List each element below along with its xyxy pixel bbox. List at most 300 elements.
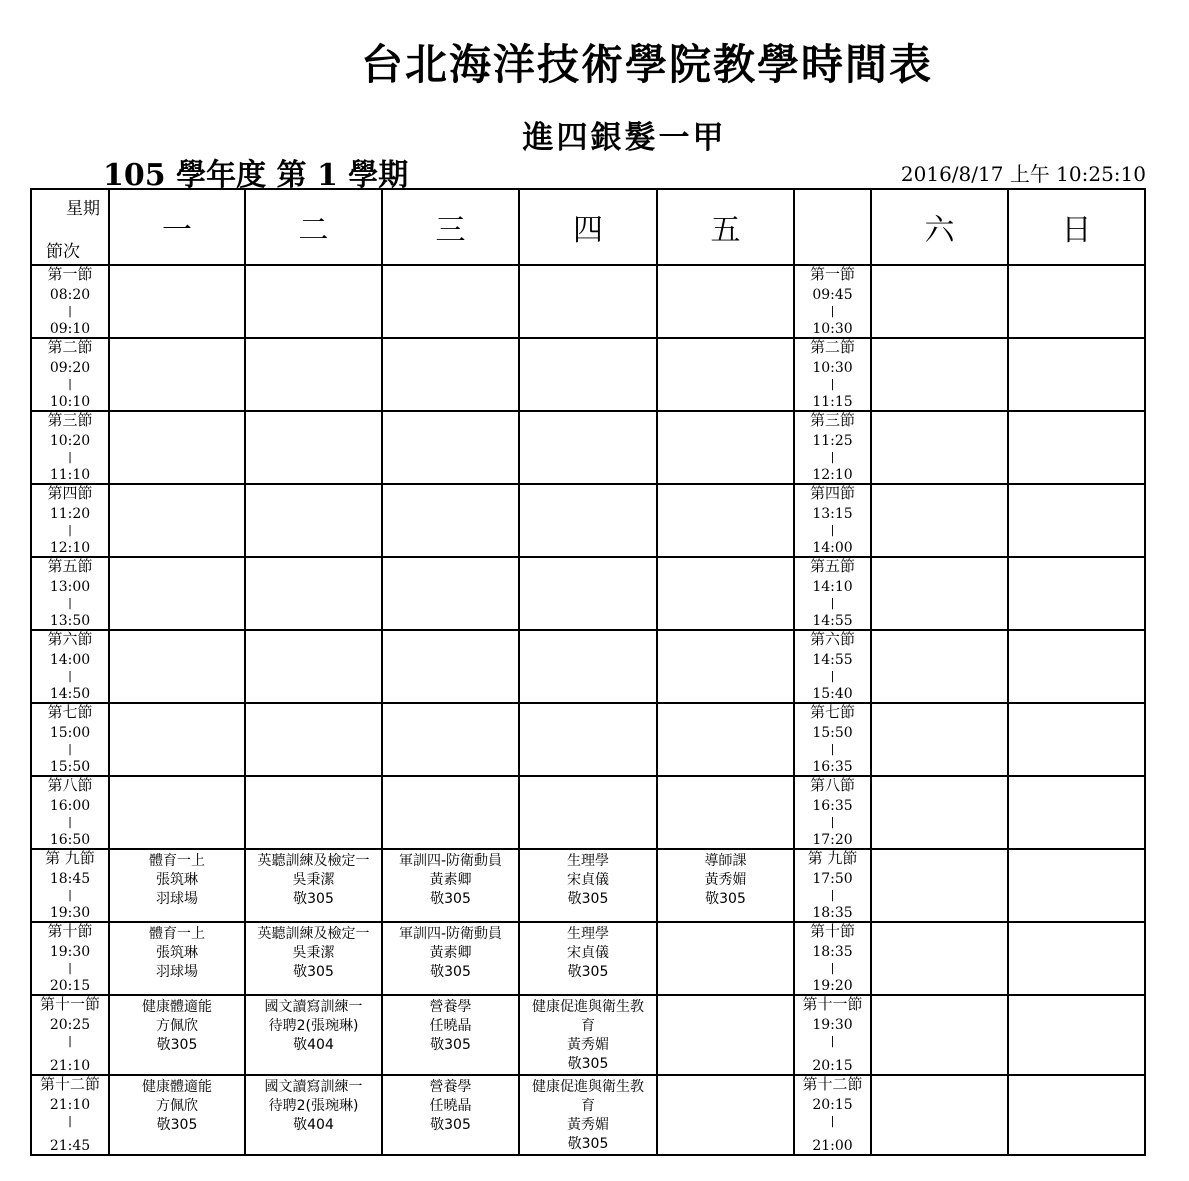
course-cell-thu[interactable] (519, 995, 657, 1075)
course-line: 方佩欣 (156, 1098, 198, 1114)
day-header-sat: 六 (871, 189, 1008, 265)
course-cell-tue[interactable] (245, 995, 382, 1075)
course-line: 羽球場 (156, 964, 198, 980)
period-time-separator: | (67, 815, 73, 829)
course-cell-tue[interactable] (245, 703, 382, 776)
course-cell-thu[interactable] (519, 776, 657, 849)
course-line: 張筑琳 (156, 945, 198, 961)
course-line: 敬305 (430, 964, 471, 980)
course-cell-sat[interactable] (871, 265, 1008, 338)
course-line: 敬305 (567, 1056, 609, 1072)
course-line: 英聽訓練及檢定一 (257, 853, 370, 869)
course-block (246, 1076, 381, 1135)
title-text: 台北海洋技術學院教學時間表 (360, 40, 933, 89)
course-line: 黃素卿 (429, 945, 472, 961)
period-cell (794, 338, 871, 411)
period-row (31, 776, 1145, 849)
period-time-separator: | (830, 815, 835, 829)
course-block (658, 850, 793, 909)
course-block (110, 850, 244, 909)
period-name: 第 九節 (807, 849, 858, 867)
period-end-time: 21:10 (49, 1058, 91, 1074)
course-cell-mon[interactable] (109, 922, 245, 995)
period-time-separator: | (67, 377, 73, 391)
period-start-time: 13:15 (812, 506, 853, 522)
course-cell-tue[interactable] (245, 922, 382, 995)
period-time-separator: | (830, 377, 835, 391)
period-time-separator: | (67, 888, 73, 902)
course-line: 生理學 (567, 926, 609, 942)
course-line: 敬305 (293, 891, 334, 907)
course-cell-sat[interactable] (871, 630, 1008, 703)
course-cell-thu[interactable] (519, 265, 657, 338)
course-line: 黃秀媚 (567, 1037, 609, 1053)
period-name: 第一節 (809, 265, 855, 283)
course-cell-sun[interactable] (1008, 338, 1145, 411)
period-name: 第十節 (809, 922, 855, 940)
course-line: 宋貞儀 (567, 945, 609, 961)
period-start-time: 14:00 (49, 652, 91, 668)
course-line: 任曉晶 (429, 1018, 472, 1034)
period-end-time: 12:10 (49, 540, 91, 556)
period-start-time: 18:45 (49, 871, 91, 887)
course-line: 吳秉潔 (292, 872, 335, 888)
period-end-time: 13:50 (49, 613, 91, 629)
period-cell (794, 265, 871, 338)
period-row (31, 338, 1145, 411)
course-cell-wed[interactable] (382, 995, 519, 1075)
period-end-time: 10:30 (812, 321, 853, 337)
period-time-separator: | (830, 596, 835, 610)
period-start-time: 19:30 (812, 1017, 853, 1033)
period-cell (31, 776, 109, 849)
course-cell-sat[interactable] (871, 557, 1008, 630)
course-block (110, 996, 244, 1055)
period-cell (31, 411, 109, 484)
period-row (31, 922, 1145, 995)
period-start-time: 13:00 (49, 579, 91, 595)
period-axis-label: 節次 (46, 242, 80, 262)
period-time-separator: | (830, 450, 835, 464)
period-time-separator: | (830, 669, 835, 683)
course-cell-thu[interactable] (519, 411, 657, 484)
course-line: 育 (581, 1098, 595, 1114)
corner-cell (31, 189, 109, 265)
period-cell (794, 849, 871, 922)
course-cell-thu[interactable] (519, 1075, 657, 1155)
course-line: 敬305 (430, 891, 471, 907)
period-cell (31, 703, 109, 776)
period-row (31, 484, 1145, 557)
course-line: 方佩欣 (156, 1018, 198, 1034)
course-cell-fri[interactable] (657, 776, 794, 849)
course-cell-sat[interactable] (871, 849, 1008, 922)
day-header-sun: 日 (1008, 189, 1145, 265)
period-name: 第四節 (47, 484, 93, 502)
period-row (31, 411, 1145, 484)
period-start-time: 16:35 (812, 798, 853, 814)
period-end-time: 18:35 (812, 905, 853, 921)
course-cell-mon[interactable] (109, 484, 245, 557)
course-block (246, 923, 381, 982)
period-cell (794, 484, 871, 557)
period-name: 第六節 (47, 630, 93, 648)
course-cell-tue[interactable] (245, 338, 382, 411)
period-time-separator: | (67, 1034, 73, 1048)
period-time-separator: | (830, 1034, 835, 1048)
course-cell-thu[interactable] (519, 849, 657, 922)
period-cell (794, 922, 871, 995)
day-header-tue: 二 (245, 189, 382, 265)
course-line: 待聘2(張琬琳) (268, 1098, 359, 1114)
course-cell-sun[interactable] (1008, 922, 1145, 995)
period-end-time: 16:35 (812, 759, 853, 775)
course-cell-thu[interactable] (519, 557, 657, 630)
period-row (31, 849, 1145, 922)
period-time-separator: | (830, 1114, 835, 1128)
period-time-separator: | (830, 742, 835, 756)
period-name: 第七節 (47, 703, 93, 721)
course-cell-tue[interactable] (245, 1075, 382, 1155)
period-start-time: 21:10 (49, 1097, 91, 1113)
course-cell-sat[interactable] (871, 776, 1008, 849)
period-name: 第十節 (47, 922, 93, 940)
period-end-time: 21:00 (812, 1138, 853, 1154)
period-end-time: 09:10 (49, 321, 91, 337)
course-line: 黃素卿 (429, 872, 472, 888)
period-time-separator: | (830, 888, 835, 902)
period-name: 第三節 (809, 411, 855, 429)
course-line: 敬305 (567, 964, 609, 980)
period-end-time: 14:55 (812, 613, 853, 629)
period-row (31, 995, 1145, 1075)
course-cell-sun[interactable] (1008, 1075, 1145, 1155)
course-cell-fri[interactable] (657, 338, 794, 411)
course-cell-thu[interactable] (519, 922, 657, 995)
period-name: 第六節 (809, 630, 855, 648)
course-cell-sat[interactable] (871, 338, 1008, 411)
period-end-time: 14:50 (49, 686, 91, 702)
period-start-time: 10:30 (812, 360, 853, 376)
course-line: 吳秉潔 (292, 945, 335, 961)
period-cell (794, 630, 871, 703)
page-title (0, 32, 1189, 92)
course-block (383, 850, 518, 909)
period-start-time: 14:55 (812, 652, 853, 668)
period-cell (31, 1075, 109, 1155)
course-cell-sat[interactable] (871, 411, 1008, 484)
period-cell (794, 776, 871, 849)
course-line: 敬305 (156, 1117, 198, 1133)
course-cell-sat[interactable] (871, 1075, 1008, 1155)
period-name: 第八節 (47, 776, 93, 794)
period-end-time: 20:15 (49, 978, 91, 994)
course-cell-sun[interactable] (1008, 265, 1145, 338)
course-cell-sun[interactable] (1008, 776, 1145, 849)
course-block (110, 1076, 244, 1135)
period-name: 第十一節 (39, 995, 100, 1013)
course-cell-sun[interactable] (1008, 484, 1145, 557)
course-cell-thu[interactable] (519, 703, 657, 776)
course-block (246, 996, 381, 1055)
period-name: 第一節 (47, 265, 93, 283)
course-cell-fri[interactable] (657, 849, 794, 922)
course-line: 健康體適能 (142, 999, 212, 1015)
course-cell-fri[interactable] (657, 703, 794, 776)
course-line: 宋貞儀 (567, 872, 609, 888)
course-cell-wed[interactable] (382, 557, 519, 630)
course-cell-fri[interactable] (657, 557, 794, 630)
course-line: 敬305 (430, 1037, 471, 1053)
timetable (30, 188, 1146, 1156)
period-end-time: 19:20 (812, 978, 853, 994)
period-time-separator: | (67, 523, 73, 537)
course-line: 敬404 (293, 1037, 334, 1053)
course-cell-wed[interactable] (382, 849, 519, 922)
course-cell-fri[interactable] (657, 995, 794, 1075)
course-cell-wed[interactable] (382, 922, 519, 995)
course-cell-mon[interactable] (109, 338, 245, 411)
course-line: 敬305 (567, 1136, 609, 1152)
course-line: 導師課 (704, 853, 747, 869)
course-line: 黃秀媚 (567, 1117, 609, 1133)
course-line: 敬305 (567, 891, 609, 907)
period-cell (31, 849, 109, 922)
course-block (383, 1076, 518, 1135)
course-cell-tue[interactable] (245, 411, 382, 484)
period-cell (31, 630, 109, 703)
weekday-axis-label: 星期 (66, 199, 100, 219)
weekend-time-header (794, 189, 871, 265)
period-time-separator: | (830, 304, 835, 318)
course-line: 國文讀寫訓練一 (264, 1079, 363, 1095)
course-line: 張筑琳 (156, 872, 198, 888)
term-label: 105 學年度 第 1 學期 (103, 158, 409, 193)
course-cell-wed[interactable] (382, 630, 519, 703)
course-block (520, 996, 656, 1074)
period-start-time: 19:30 (49, 944, 91, 960)
period-start-time: 20:15 (812, 1097, 853, 1113)
period-cell (794, 995, 871, 1075)
course-cell-thu[interactable] (519, 484, 657, 557)
period-start-time: 20:25 (49, 1017, 91, 1033)
course-cell-mon[interactable] (109, 776, 245, 849)
period-row (31, 703, 1145, 776)
period-start-time: 09:20 (49, 360, 91, 376)
course-cell-sat[interactable] (871, 995, 1008, 1075)
period-name: 第五節 (809, 557, 855, 575)
period-start-time: 09:45 (812, 287, 853, 303)
period-cell (31, 484, 109, 557)
course-cell-tue[interactable] (245, 557, 382, 630)
period-start-time: 11:20 (49, 506, 91, 522)
course-cell-mon[interactable] (109, 703, 245, 776)
course-line: 敬404 (293, 1117, 334, 1133)
course-cell-wed[interactable] (382, 265, 519, 338)
course-cell-sun[interactable] (1008, 995, 1145, 1075)
course-cell-tue[interactable] (245, 776, 382, 849)
course-line: 生理學 (567, 853, 609, 869)
course-line: 國文讀寫訓練一 (264, 999, 363, 1015)
course-line: 營養學 (429, 999, 472, 1015)
period-time-separator: | (67, 1114, 73, 1128)
period-time-separator: | (830, 523, 835, 537)
period-cell (31, 557, 109, 630)
course-line: 軍訓四-防衛動員 (398, 926, 503, 942)
period-end-time: 20:15 (812, 1058, 853, 1074)
period-time-separator: | (67, 450, 73, 464)
period-name: 第二節 (809, 338, 855, 356)
course-cell-thu[interactable] (519, 630, 657, 703)
course-cell-wed[interactable] (382, 484, 519, 557)
header-row (31, 189, 1145, 265)
course-line: 軍訓四-防衛動員 (398, 853, 503, 869)
course-line: 羽球場 (156, 891, 198, 907)
course-cell-thu[interactable] (519, 338, 657, 411)
period-end-time: 10:10 (49, 394, 91, 410)
period-name: 第十二節 (802, 1075, 863, 1093)
course-cell-mon[interactable] (109, 411, 245, 484)
course-line: 敬305 (430, 1117, 471, 1133)
course-cell-mon[interactable] (109, 995, 245, 1075)
period-cell (31, 922, 109, 995)
course-block (383, 996, 518, 1055)
course-line: 健康體適能 (142, 1079, 212, 1095)
period-time-separator: | (67, 961, 73, 975)
course-cell-sun[interactable] (1008, 557, 1145, 630)
period-start-time: 14:10 (812, 579, 853, 595)
course-cell-sun[interactable] (1008, 849, 1145, 922)
day-header-fri: 五 (657, 189, 794, 265)
period-time-separator: | (67, 596, 73, 610)
period-row (31, 1075, 1145, 1155)
course-cell-fri[interactable] (657, 630, 794, 703)
period-cell (31, 995, 109, 1075)
course-cell-mon[interactable] (109, 1075, 245, 1155)
period-start-time: 15:00 (49, 725, 91, 741)
day-header-mon: 一 (109, 189, 245, 265)
period-name: 第 九節 (45, 849, 95, 867)
course-block (246, 850, 381, 909)
course-cell-wed[interactable] (382, 411, 519, 484)
day-header-wed: 三 (382, 189, 519, 265)
period-start-time: 15:50 (812, 725, 853, 741)
course-block (520, 850, 656, 909)
course-cell-sun[interactable] (1008, 703, 1145, 776)
course-line: 黃秀媚 (704, 872, 747, 888)
course-cell-sat[interactable] (871, 484, 1008, 557)
period-time-separator: | (67, 669, 73, 683)
period-start-time: 11:25 (812, 433, 853, 449)
course-cell-fri[interactable] (657, 922, 794, 995)
course-line: 敬305 (293, 964, 334, 980)
course-cell-sun[interactable] (1008, 411, 1145, 484)
period-cell (794, 703, 871, 776)
course-cell-sun[interactable] (1008, 630, 1145, 703)
period-end-time: 12:10 (812, 467, 853, 483)
period-start-time: 08:20 (49, 287, 91, 303)
course-block (110, 923, 244, 982)
course-block (520, 923, 656, 982)
period-start-time: 18:35 (812, 944, 853, 960)
course-cell-fri[interactable] (657, 484, 794, 557)
course-line: 敬305 (705, 891, 746, 907)
course-block (520, 1076, 656, 1154)
class-name-text: 進四銀髮一甲 (522, 120, 727, 156)
course-cell-wed[interactable] (382, 776, 519, 849)
period-name: 第十一節 (802, 995, 863, 1013)
period-row (31, 265, 1145, 338)
course-cell-sat[interactable] (871, 703, 1008, 776)
course-cell-wed[interactable] (382, 1075, 519, 1155)
course-cell-wed[interactable] (382, 338, 519, 411)
period-end-time: 11:15 (812, 394, 853, 410)
print-timestamp: 2016/8/17 上午 10:25:10 (900, 162, 1146, 186)
course-cell-fri[interactable] (657, 411, 794, 484)
course-cell-mon[interactable] (109, 557, 245, 630)
period-name: 第二節 (47, 338, 93, 356)
course-cell-mon[interactable] (109, 849, 245, 922)
period-end-time: 21:45 (49, 1138, 91, 1154)
day-header-thu: 四 (519, 189, 657, 265)
period-time-separator: | (67, 742, 73, 756)
period-end-time: 15:50 (49, 759, 91, 775)
course-line: 體育一上 (149, 853, 205, 869)
period-end-time: 15:40 (812, 686, 853, 702)
period-start-time: 16:00 (49, 798, 91, 814)
period-end-time: 11:10 (49, 467, 91, 483)
course-cell-sat[interactable] (871, 922, 1008, 995)
course-cell-wed[interactable] (382, 703, 519, 776)
course-cell-tue[interactable] (245, 630, 382, 703)
course-cell-tue[interactable] (245, 484, 382, 557)
course-cell-mon[interactable] (109, 630, 245, 703)
course-cell-mon[interactable] (109, 265, 245, 338)
period-time-separator: | (830, 961, 835, 975)
period-row (31, 557, 1145, 630)
period-cell (794, 411, 871, 484)
period-start-time: 17:50 (812, 871, 853, 887)
course-line: 體育一上 (149, 926, 205, 942)
course-block (383, 923, 518, 982)
period-time-separator: | (67, 304, 73, 318)
period-name: 第三節 (47, 411, 93, 429)
course-line: 待聘2(張琬琳) (268, 1018, 359, 1034)
course-cell-tue[interactable] (245, 849, 382, 922)
period-name: 第七節 (809, 703, 855, 721)
period-name: 第八節 (809, 776, 855, 794)
period-cell (794, 1075, 871, 1155)
period-cell (794, 557, 871, 630)
period-end-time: 16:50 (49, 832, 91, 848)
course-line: 敬305 (156, 1037, 198, 1053)
course-line: 英聽訓練及檢定一 (257, 926, 370, 942)
timetable-body (31, 189, 1145, 1155)
course-line: 健康促進與衛生教 (532, 1079, 644, 1095)
course-line: 任曉晶 (429, 1098, 472, 1114)
period-name: 第四節 (809, 484, 855, 502)
period-name: 第五節 (47, 557, 93, 575)
course-line: 健康促進與衛生教 (532, 999, 644, 1015)
course-cell-fri[interactable] (657, 1075, 794, 1155)
period-end-time: 19:30 (49, 905, 91, 921)
period-cell (31, 338, 109, 411)
period-start-time: 10:20 (49, 433, 91, 449)
course-line: 營養學 (429, 1079, 472, 1095)
period-end-time: 14:00 (812, 540, 853, 556)
course-cell-fri[interactable] (657, 265, 794, 338)
course-cell-tue[interactable] (245, 265, 382, 338)
